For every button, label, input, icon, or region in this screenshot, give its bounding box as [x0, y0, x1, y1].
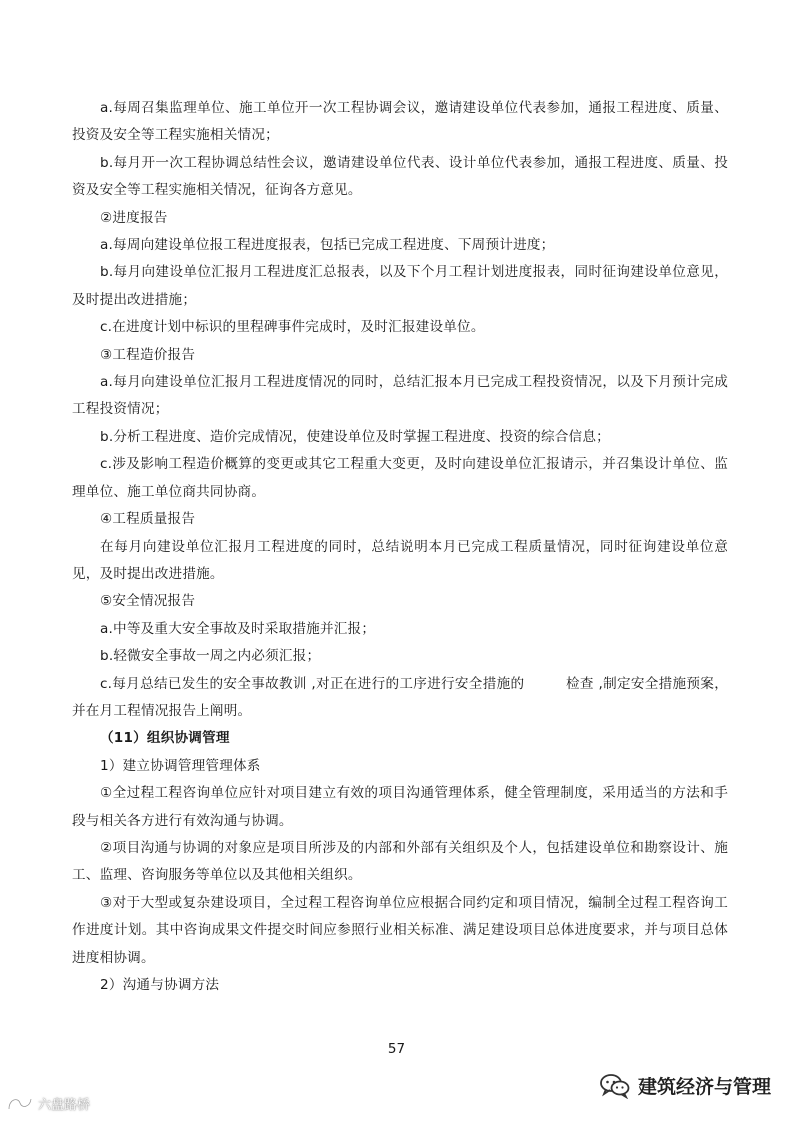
site-watermark [6, 1094, 90, 1113]
paragraph: c.每月总结已发生的安全事故教训 ,对正在进行的工序进行安全措施的 检查 ,制定安全措施预案，并在月工程情况报告上阐明。 [72, 675, 728, 719]
wechat-icon [600, 1073, 630, 1099]
paragraph: a.每周向建设单位报工程进度报表，包括已完成工程进度、下周预计进度； [100, 237, 555, 254]
account-name: 建筑经济与管理 [637, 1076, 771, 1098]
subheading: 1）建立协调管理管理体系 [100, 757, 261, 774]
paragraph: c.在进度计划中标识的里程碑事件完成时，及时汇报建设单位。 [100, 319, 485, 336]
section-heading: （11）组织协调管理 [100, 730, 230, 747]
subheading: ④工程质量报告 [100, 511, 196, 528]
paragraph: b.分析工程进度、造价完成情况，使建设单位及时掌握工程进度、投资的综合信息； [100, 428, 610, 445]
page-content [72, 95, 728, 999]
paragraph: a.每周召集监理单位、施工单位开一次工程协调会议，邀请建设单位代表参加，通报工程进度、质量、投资及安全等工程实施相关情况； [72, 100, 728, 144]
logo-icon [6, 1095, 34, 1113]
account-watermark [600, 1072, 771, 1099]
subheading: ③工程造价报告 [100, 346, 196, 363]
paragraph: b.每月向建设单位汇报月工程进度汇总报表，以及下个月工程计划进度报表，同时征询建设单位意见，及时提出改进措施； [72, 264, 728, 308]
subheading: ②进度报告 [100, 209, 168, 226]
page-number: 57 [387, 1041, 406, 1057]
paragraph: b.每月开一次工程协调总结性会议，邀请建设单位代表、设计单位代表参加，通报工程进度、质量、投资及安全等工程实施相关情况，征询各方意见。 [72, 154, 728, 199]
paragraph: ②项目沟通与协调的对象应是项目所涉及的内部和外部有关组织及个人，包括建设单位和勘察设计、施工、监理、咨询服务等单位以及其他相关组织。 [72, 839, 728, 884]
paragraph: ①全过程工程咨询单位应针对项目建立有效的项目沟通管理体系，健全管理制度，采用适当的方法和手段与相关各方进行有效沟通与协调。 [72, 785, 728, 829]
paragraph: a.每月向建设单位汇报月工程进度情况的同时，总结汇报本月已完成工程投资情况，以及下月预计完成工程投资情况； [72, 374, 728, 418]
paragraph: b.轻微安全事故一周之内必须汇报； [100, 648, 321, 665]
paragraph: a.中等及重大安全事故及时采取措施并汇报； [100, 620, 376, 637]
paragraph: c.涉及影响工程造价概算的变更或其它工程重大变更，及时向建设单位汇报请示，并召集设计单位、监理单位、施工单位商共同协商。 [72, 456, 728, 500]
subheading: ⑤安全情况报告 [100, 593, 196, 610]
paragraph: 在每月向建设单位汇报月工程进度的同时，总结说明本月已完成工程质量情况，同时征询建设单位意见，及时提出改进措施。 [72, 538, 728, 582]
site-name: 六盘路桥 [38, 1098, 91, 1113]
paragraph: ③对于大型或复杂建设项目，全过程工程咨询单位应根据合同约定和项目情况，编制全过程工程咨询工作进度计划。其中咨询成果文件提交时间应参照行业相关标准、满足建设项目总体进度要求，并与项目总体进度相协调。 [72, 894, 728, 966]
subheading: 2）沟通与协调方法 [100, 977, 220, 993]
